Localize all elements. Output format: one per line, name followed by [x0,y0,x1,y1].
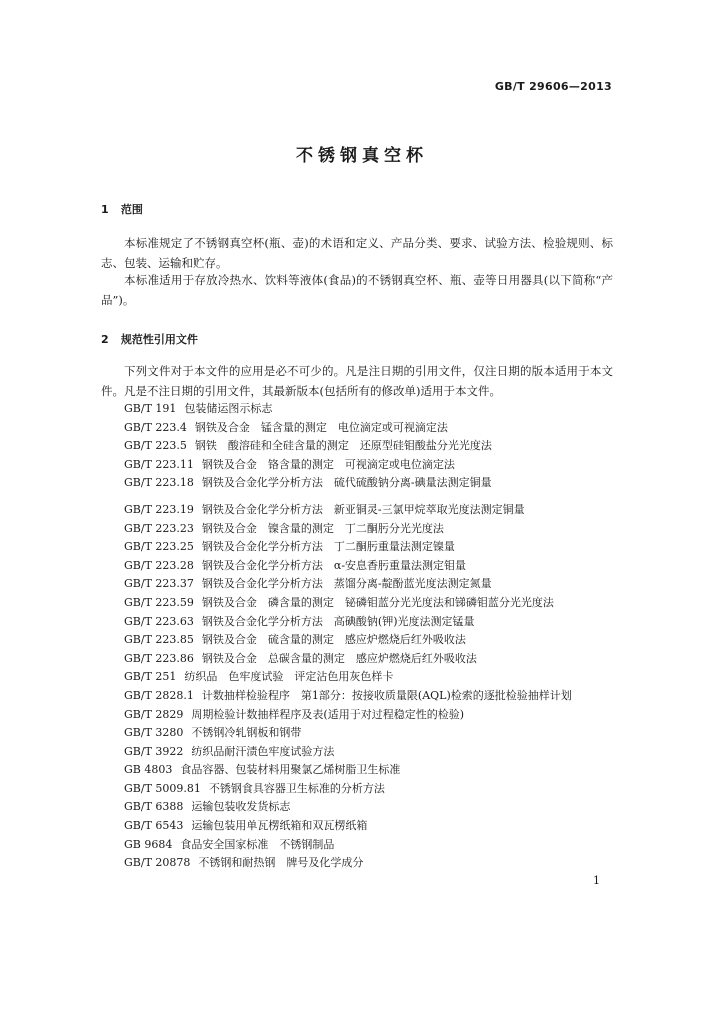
reference-code: GB/T 223.37 [124,577,194,591]
standard-code: GB/T 29606—2013 [494,80,612,93]
reference-item [124,400,604,419]
reference-code: GB/T 6388 [124,800,184,814]
reference-item [124,761,604,780]
reference-code: GB/T 223.19 [124,502,194,516]
section-2-heading [101,331,198,347]
reference-item [124,854,604,873]
reference-item [124,817,604,836]
reference-title: 钢铁及合金化学分析方法 蒸馏分离-靛酚蓝光度法测定氮量 [201,577,492,591]
reference-item [124,613,604,632]
reference-title: 钢铁及合金 镍含量的测定 丁二酮肟分光光度法 [201,521,444,535]
reference-code: GB/T 3280 [124,726,184,740]
reference-title: 食品安全国家标准 不锈钢制品 [180,837,335,851]
reference-item [124,474,604,493]
reference-title: 不锈钢和耐热钢 牌号及化学成分 [198,856,364,870]
reference-title: 钢铁及合金化学分析方法 高碘酸钠(钾)光度法测定锰量 [201,614,475,628]
reference-code: GB/T 223.59 [124,595,194,609]
reference-item [124,594,604,613]
reference-code: GB/T 223.11 [124,457,194,471]
reference-item [124,631,604,650]
reference-code: GB/T 223.23 [124,521,194,535]
document-title: 不锈钢真空杯 [296,146,428,166]
reference-code: GB/T 223.25 [124,540,194,554]
reference-item [124,520,604,539]
reference-code: GB/T 223.85 [124,633,194,647]
reference-item [124,538,604,557]
reference-item [124,437,604,456]
reference-item [124,706,604,725]
reference-title: 钢铁 酸溶硅和全硅含量的测定 还原型硅钼酸盐分光光度法 [194,439,492,453]
reference-code: GB/T 3922 [124,744,184,758]
reference-title: 纺织品耐汗渍色牢度试验方法 [191,744,335,758]
reference-title: 运输包装用单瓦楞纸箱和双瓦楞纸箱 [191,819,368,833]
section-2-intro: 下列文件对于本文件的应用是必不可少的。凡是注日期的引用文件，仅注日期的版本适用于本文件。凡是不注日期的引用文件，其最新版本(包括所有的修改单)适用于本文件。 [101,364,613,398]
reference-title: 钢铁及合金 磷含量的测定 铋磷钼蓝分光光度法和锑磷钼蓝分光光度法 [201,595,554,609]
reference-item [124,687,604,706]
reference-item [124,419,604,438]
reference-item [124,456,604,475]
reference-item [124,557,604,576]
reference-title: 钢铁及合金 锰含量的测定 电位滴定或可视滴定法 [194,420,448,434]
reference-code: GB/T 223.18 [124,476,194,490]
reference-title: 不锈钢食具容器卫生标准的分析方法 [208,781,385,795]
reference-code: GB 4803 [124,763,173,777]
reference-code: GB/T 223.63 [124,614,194,628]
section-1-paragraph: 本标准规定了不锈钢真空杯(瓶、壶)的术语和定义、产品分类、要求、试验方法、检验规则、标志、包装、运输和贮存。 [101,236,613,270]
normative-references-list [124,400,604,873]
reference-code: GB/T 5009.81 [124,781,201,795]
reference-title: 钢铁及合金化学分析方法 α-安息香肟重量法测定钼量 [201,558,467,572]
reference-code: GB/T 223.4 [124,420,187,434]
reference-item [124,575,604,594]
reference-item [124,668,604,687]
reference-code: GB/T 223.86 [124,651,194,665]
reference-item [124,650,604,669]
reference-title: 钢铁及合金化学分析方法 新亚铜灵-三氯甲烷萃取光度法测定铜量 [201,502,525,516]
reference-code: GB/T 223.28 [124,558,194,572]
reference-title: 钢铁及合金 总碳含量的测定 感应炉燃烧后红外吸收法 [201,651,477,665]
reference-item [124,836,604,855]
section-1-heading [101,201,143,217]
reference-title: 纺织品 色牢度试验 评定沾色用灰色样卡 [184,670,394,684]
section-2-title: 规范性引用文件 [120,333,198,346]
reference-item [124,798,604,817]
reference-title: 不锈钢冷轧钢板和钢带 [191,726,302,740]
reference-title: 食品容器、包装材料用聚氯乙烯树脂卫生标准 [180,763,401,777]
section-1-paragraph: 本标准适用于存放冷热水、饮料等液体(食品)的不锈钢真空杯、瓶、壶等日用器具(以下简称“产品”)。 [101,273,613,307]
reference-title: 计数抽样检验程序 第1部分：按接收质量限(AQL)检索的逐批检验抽样计划 [201,688,572,702]
reference-item [124,780,604,799]
reference-title: 包装储运图示标志 [184,402,273,415]
reference-code: GB/T 223.5 [124,439,187,453]
section-2-number: 2 [101,333,109,346]
section-1-number: 1 [101,203,109,216]
reference-title: 钢铁及合金 铬含量的测定 可视滴定或电位滴定法 [201,457,455,471]
reference-code: GB/T 2828.1 [124,688,194,702]
page-number: 1 [593,874,600,887]
reference-title: 钢铁及合金 硫含量的测定 感应炉燃烧后红外吸收法 [201,633,466,647]
reference-item [124,501,604,520]
reference-code: GB/T 191 [124,402,177,415]
reference-code: GB 9684 [124,837,173,851]
reference-title: 周期检验计数抽样程序及表(适用于对过程稳定性的检验) [191,707,464,721]
reference-code: GB/T 251 [124,670,177,684]
reference-item [124,743,604,762]
section-1-title: 范围 [120,203,143,216]
reference-code: GB/T 20878 [124,856,191,870]
reference-code: GB/T 2829 [124,707,184,721]
reference-title: 运输包装收发货标志 [191,800,291,814]
reference-title: 钢铁及合金化学分析方法 丁二酮肟重量法测定镍量 [201,540,455,554]
reference-item [124,724,604,743]
reference-title: 钢铁及合金化学分析方法 硫代硫酸钠分离-碘量法测定铜量 [201,476,492,490]
reference-code: GB/T 6543 [124,819,184,833]
